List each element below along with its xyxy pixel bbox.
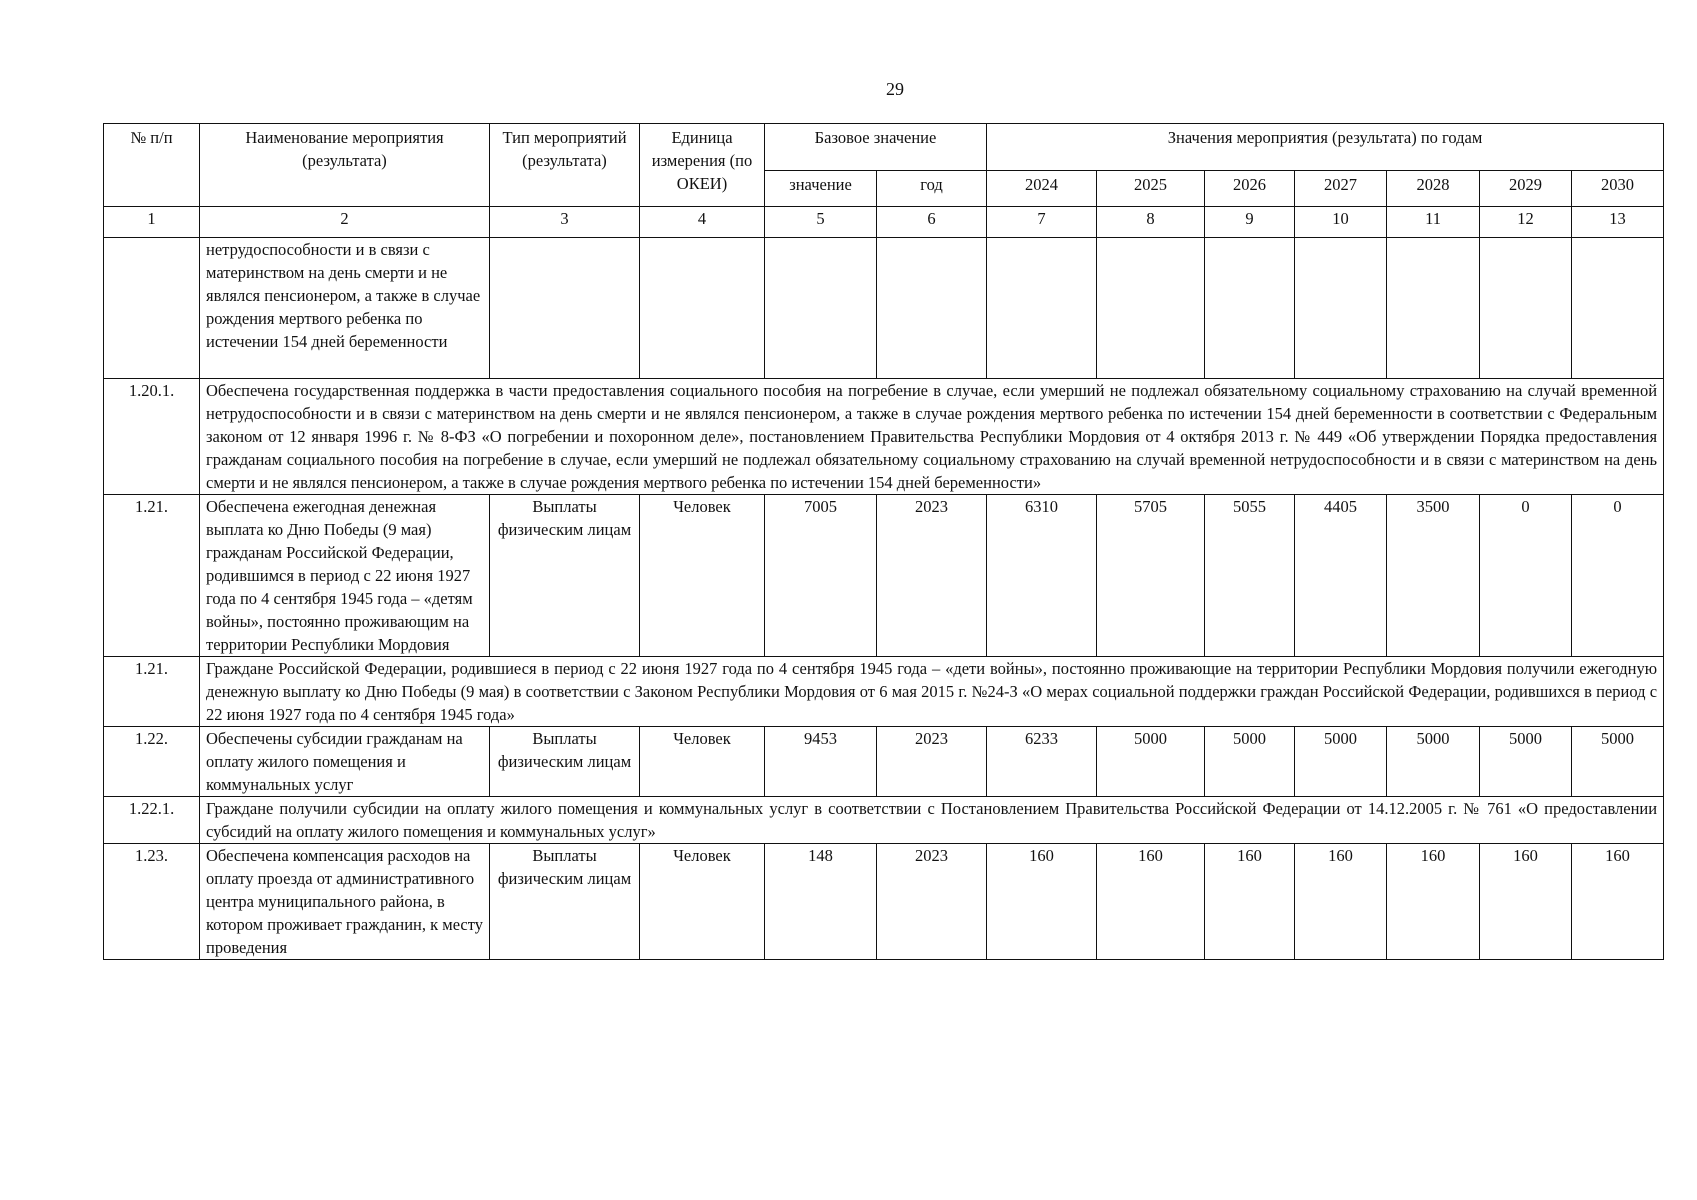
cell-value-2025: 5000 <box>1097 727 1205 797</box>
header-years-group: Значения мероприятия (результата) по годам <box>987 124 1664 171</box>
cell-base-year: 2023 <box>877 844 987 960</box>
column-number: 11 <box>1387 207 1480 238</box>
cell-value-2027: 5000 <box>1295 727 1387 797</box>
cell-value-2025: 5705 <box>1097 495 1205 657</box>
cell-empty <box>490 238 640 379</box>
column-number: 9 <box>1205 207 1295 238</box>
cell-empty <box>1295 238 1387 379</box>
table-row <box>104 844 1664 960</box>
cell-empty <box>1480 238 1572 379</box>
cell-unit: Человек <box>640 727 765 797</box>
cell-merged-text: Обеспечена государственная поддержка в части предоставления социального пособия на погребение в случае, если умерший не подлежал обязательному социальному страхованию на случай временной нетрудоспособности и в связи с материнством на день смерти и не являлся пенсионером, а также в случае рождения мертвого ребенка по истечении 154 дней беременности в соответствии с Федеральным законом от 12 января 1996 г. № 8-ФЗ «О погребении и похоронном деле», постановлением Правительства Республики Мордовия от 4 октября 2013 г. № 449 «Об утверждении Порядка предоставления гражданам социального пособия на погребение в случае, если умерший не подлежал обязательному социальному страхованию на случай временной нетрудоспособности и в связи с материнством на день смерти и не являлся пенсионером, а также в случае рождения мертвого ребенка по истечении 154 дней беременности» <box>200 379 1664 495</box>
cell-base-year: 2023 <box>877 495 987 657</box>
cell-value-2028: 5000 <box>1387 727 1480 797</box>
header-year-2027: 2027 <box>1295 171 1387 207</box>
header-year-2026: 2026 <box>1205 171 1295 207</box>
cell-value-2028: 3500 <box>1387 495 1480 657</box>
cell-type: Выплаты физическим лицам <box>490 495 640 657</box>
cell-value-2029: 0 <box>1480 495 1572 657</box>
table-row <box>104 657 1664 727</box>
column-number: 4 <box>640 207 765 238</box>
header-row-1 <box>104 124 1664 171</box>
cell-value-2026: 5055 <box>1205 495 1295 657</box>
cell-value-2030: 5000 <box>1572 727 1664 797</box>
table-row <box>104 379 1664 495</box>
cell-unit: Человек <box>640 495 765 657</box>
column-number: 10 <box>1295 207 1387 238</box>
cell-value-2028: 160 <box>1387 844 1480 960</box>
cell-name: Обеспечена компенсация расходов на оплату проезда от административного центра муниципального района, в котором проживает гражданин, к месту проведения <box>200 844 490 960</box>
column-number: 2 <box>200 207 490 238</box>
header-type: Тип мероприятий (результата) <box>490 124 640 207</box>
cell-value-2024: 6310 <box>987 495 1097 657</box>
column-number: 8 <box>1097 207 1205 238</box>
header-base: Базовое значение <box>765 124 987 171</box>
header-base-year: год <box>877 171 987 207</box>
header-year-2030: 2030 <box>1572 171 1664 207</box>
cell-type: Выплаты физическим лицам <box>490 727 640 797</box>
cell-base-value: 148 <box>765 844 877 960</box>
cell-num: 1.21. <box>104 495 200 657</box>
column-number: 7 <box>987 207 1097 238</box>
cell-empty <box>640 238 765 379</box>
cell-name: нетрудоспособности и в связи с материнством на день смерти и не являлся пенсионером, а также в случае рождения мертвого ребенка по истечении 154 дней беременности <box>200 238 490 379</box>
header-year-2028: 2028 <box>1387 171 1480 207</box>
column-number: 12 <box>1480 207 1572 238</box>
cell-base-value: 9453 <box>765 727 877 797</box>
cell-num: 1.21. <box>104 657 200 727</box>
cell-num: 1.20.1. <box>104 379 200 495</box>
cell-empty <box>1387 238 1480 379</box>
table-row <box>104 238 1664 379</box>
cell-value-2030: 160 <box>1572 844 1664 960</box>
cell-name: Обеспечены субсидии гражданам на оплату жилого помещения и коммунальных услуг <box>200 727 490 797</box>
header-name: Наименование мероприятия (результата) <box>200 124 490 207</box>
cell-empty <box>765 238 877 379</box>
table-row <box>104 727 1664 797</box>
cell-merged-text: Граждане получили субсидии на оплату жилого помещения и коммунальных услуг в соответствии с Постановлением Правительства Российской Федерации от 14.12.2005 г. № 761 «О предоставлении субсидий на оплату жилого помещения и коммунальных услуг» <box>200 797 1664 844</box>
cell-empty <box>1205 238 1295 379</box>
cell-value-2024: 6233 <box>987 727 1097 797</box>
cell-value-2026: 5000 <box>1205 727 1295 797</box>
cell-empty <box>1572 238 1664 379</box>
column-number: 13 <box>1572 207 1664 238</box>
cell-empty <box>1097 238 1205 379</box>
cell-base-value: 7005 <box>765 495 877 657</box>
cell-merged-text: Граждане Российской Федерации, родившиеся в период с 22 июня 1927 года по 4 сентября 1945 года – «дети войны», постоянно проживающие на территории Республики Мордовия получили ежегодную денежную выплату ко Дню Победы (9 мая) в соответствии с Законом Республики Мордовия от 6 мая 2015 г. №24-З «О мерах социальной поддержки граждан Российской Федерации, родившихся в период с 22 июня 1927 года по 4 сентября 1945 года» <box>200 657 1664 727</box>
cell-name: Обеспечена ежегодная денежная выплата ко Дню Победы (9 мая) гражданам Российской Федерации, родившимся в период с 22 июня 1927 года по 4 сентября 1945 года – «детям войны», постоянно проживающим на территории Республики Мордовия <box>200 495 490 657</box>
header-base-value: значение <box>765 171 877 207</box>
cell-value-2027: 160 <box>1295 844 1387 960</box>
column-number: 6 <box>877 207 987 238</box>
header-year-2024: 2024 <box>987 171 1097 207</box>
cell-base-year: 2023 <box>877 727 987 797</box>
cell-num: 1.23. <box>104 844 200 960</box>
cell-empty <box>987 238 1097 379</box>
cell-value-2026: 160 <box>1205 844 1295 960</box>
cell-num: 1.22. <box>104 727 200 797</box>
header-unit: Единица измерения (по ОКЕИ) <box>640 124 765 207</box>
cell-num <box>104 238 200 379</box>
cell-value-2025: 160 <box>1097 844 1205 960</box>
header-year-2029: 2029 <box>1480 171 1572 207</box>
cell-value-2024: 160 <box>987 844 1097 960</box>
cell-empty <box>877 238 987 379</box>
column-number: 5 <box>765 207 877 238</box>
cell-value-2029: 5000 <box>1480 727 1572 797</box>
cell-num: 1.22.1. <box>104 797 200 844</box>
header-year-2025: 2025 <box>1097 171 1205 207</box>
page-number: 29 <box>886 79 904 99</box>
column-number: 1 <box>104 207 200 238</box>
cell-unit: Человек <box>640 844 765 960</box>
cell-type: Выплаты физическим лицам <box>490 844 640 960</box>
cell-value-2030: 0 <box>1572 495 1664 657</box>
column-number: 3 <box>490 207 640 238</box>
results-table <box>103 123 1664 960</box>
column-number-row <box>104 207 1664 238</box>
table-row <box>104 797 1664 844</box>
cell-value-2029: 160 <box>1480 844 1572 960</box>
cell-value-2027: 4405 <box>1295 495 1387 657</box>
table-row <box>104 495 1664 657</box>
header-num: № п/п <box>104 124 200 207</box>
